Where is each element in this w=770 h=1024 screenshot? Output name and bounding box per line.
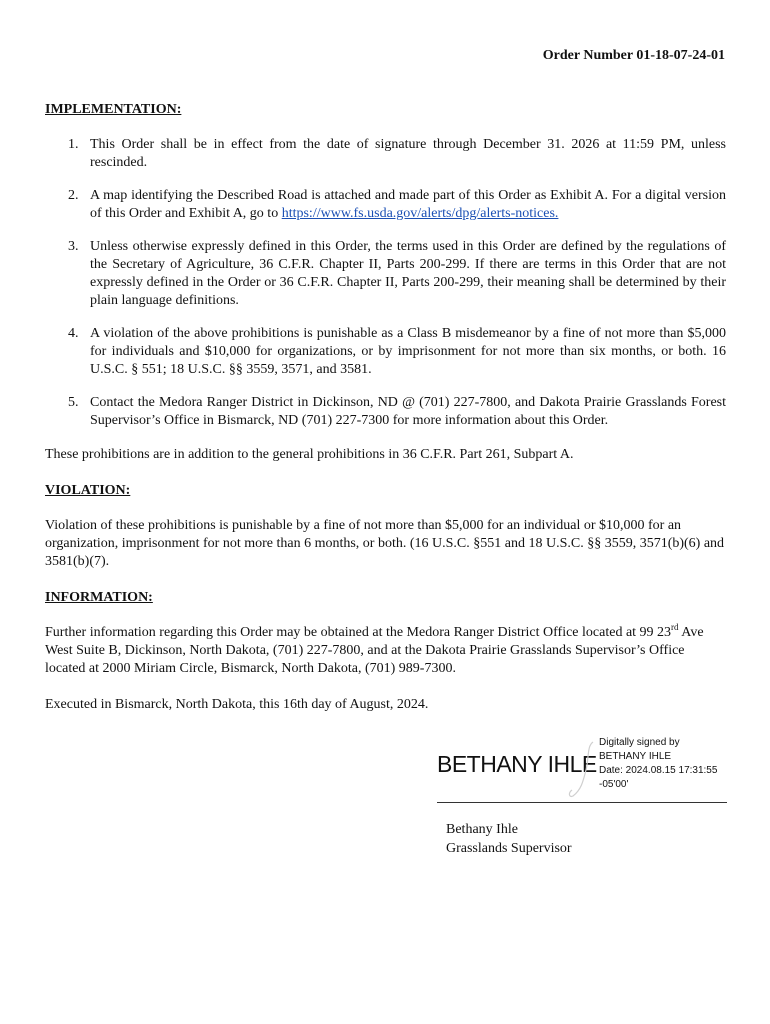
list-item-text: Unless otherwise expressly defined in this Order, the terms used in this Order are defined by the regulations of the Secretary of Agriculture, 36 C.F.R. Chapter II, Parts 200-299. If there are terms in this Order that are not expressly defined in the Order or 36 C.F.R. Chapter II, Parts 200-299, their meaning shall be determined by their plain language definitions.	[90, 239, 726, 308]
list-item	[45, 394, 726, 430]
implementation-list	[45, 136, 726, 445]
signature-stamp-date: Date: 2024.08.15 17:31:55 -05'00'	[599, 765, 718, 790]
violation-text: Violation of these prohibitions is punishable by a fine of not more than $5,000 for an individual or $10,000 for an organization, imprisonment for not more than 6 months, or both. (16 U.S.C. §551 and 18 U.S.C. §§ 3559, 3571(b)(6) and 3581(b)(7).	[45, 518, 725, 569]
order-number: Order Number 01-18-07-24-01	[542, 48, 725, 63]
list-item-text: A map identifying the Described Road is attached and made part of this Order as Exhibit A. For a digital version of this Order and Exhibit A, go to	[90, 188, 726, 221]
information-text-part1: Further information regarding this Order may be obtained at the Medora Ranger District Office located at 99 23	[45, 625, 672, 640]
list-item-number: 3.	[68, 239, 79, 254]
information-heading: INFORMATION:	[45, 590, 153, 605]
list-item-number: 4.	[68, 326, 79, 341]
list-item	[45, 238, 726, 310]
implementation-heading: IMPLEMENTATION:	[45, 102, 182, 117]
information-superscript: rd	[671, 622, 679, 632]
signature-stamp	[599, 736, 727, 792]
executed-statement: Executed in Bismarck, North Dakota, this 16th day of August, 2024.	[45, 697, 429, 712]
list-item-text: A violation of the above prohibitions is punishable as a Class B misdemeanor by a fine of not more than $5,000 for individuals and $10,000 for organizations, or by imprisonment for not more than six months, or both. 16 U.S.C. § 551; 18 U.S.C. §§ 3559, 3571, and 3581.	[90, 326, 726, 377]
list-item	[45, 187, 726, 223]
signer-name: Bethany Ihle	[446, 822, 518, 837]
signer-title: Grasslands Supervisor	[446, 841, 572, 856]
prohibitions-closing-text: These prohibitions are in addition to the general prohibitions in 36 C.F.R. Part 261, Subpart A.	[45, 447, 574, 462]
signature-flourish-icon	[559, 738, 599, 800]
list-item	[45, 325, 726, 379]
list-item	[45, 136, 726, 172]
list-item-number: 1.	[68, 137, 79, 152]
signer-block	[446, 820, 572, 858]
list-item-number: 2.	[68, 188, 79, 203]
violation-heading: VIOLATION:	[45, 483, 131, 498]
list-item-number: 5.	[68, 395, 79, 410]
alerts-notices-link[interactable]: https://www.fs.usda.gov/alerts/dpg/alerts-notices.	[281, 206, 559, 221]
signature-name: BETHANY IHLE	[437, 751, 597, 777]
digital-signature[interactable]	[437, 734, 727, 803]
signature-stamp-signed-by: Digitally signed by BETHANY IHLE	[599, 737, 680, 762]
list-item-text: This Order shall be in effect from the date of signature through December 31. 2026 at 11:59 PM, unless rescinded.	[90, 137, 726, 170]
information-text	[45, 624, 726, 678]
list-item-text: Contact the Medora Ranger District in Dickinson, ND @ (701) 227-7800, and Dakota Prairie Grasslands Forest Supervisor’s Office in Bismarck, ND (701) 227-7300 for more information about this Order.	[90, 395, 726, 428]
information-text-part2: Ave West Suite B, Dickinson, North Dakota, (701) 227-7800, and at the Dakota Prairie Grasslands Supervisor’s Office located at 2000 Miriam Circle, Bismarck, North Dakota, (701) 989-7300.	[45, 625, 704, 676]
